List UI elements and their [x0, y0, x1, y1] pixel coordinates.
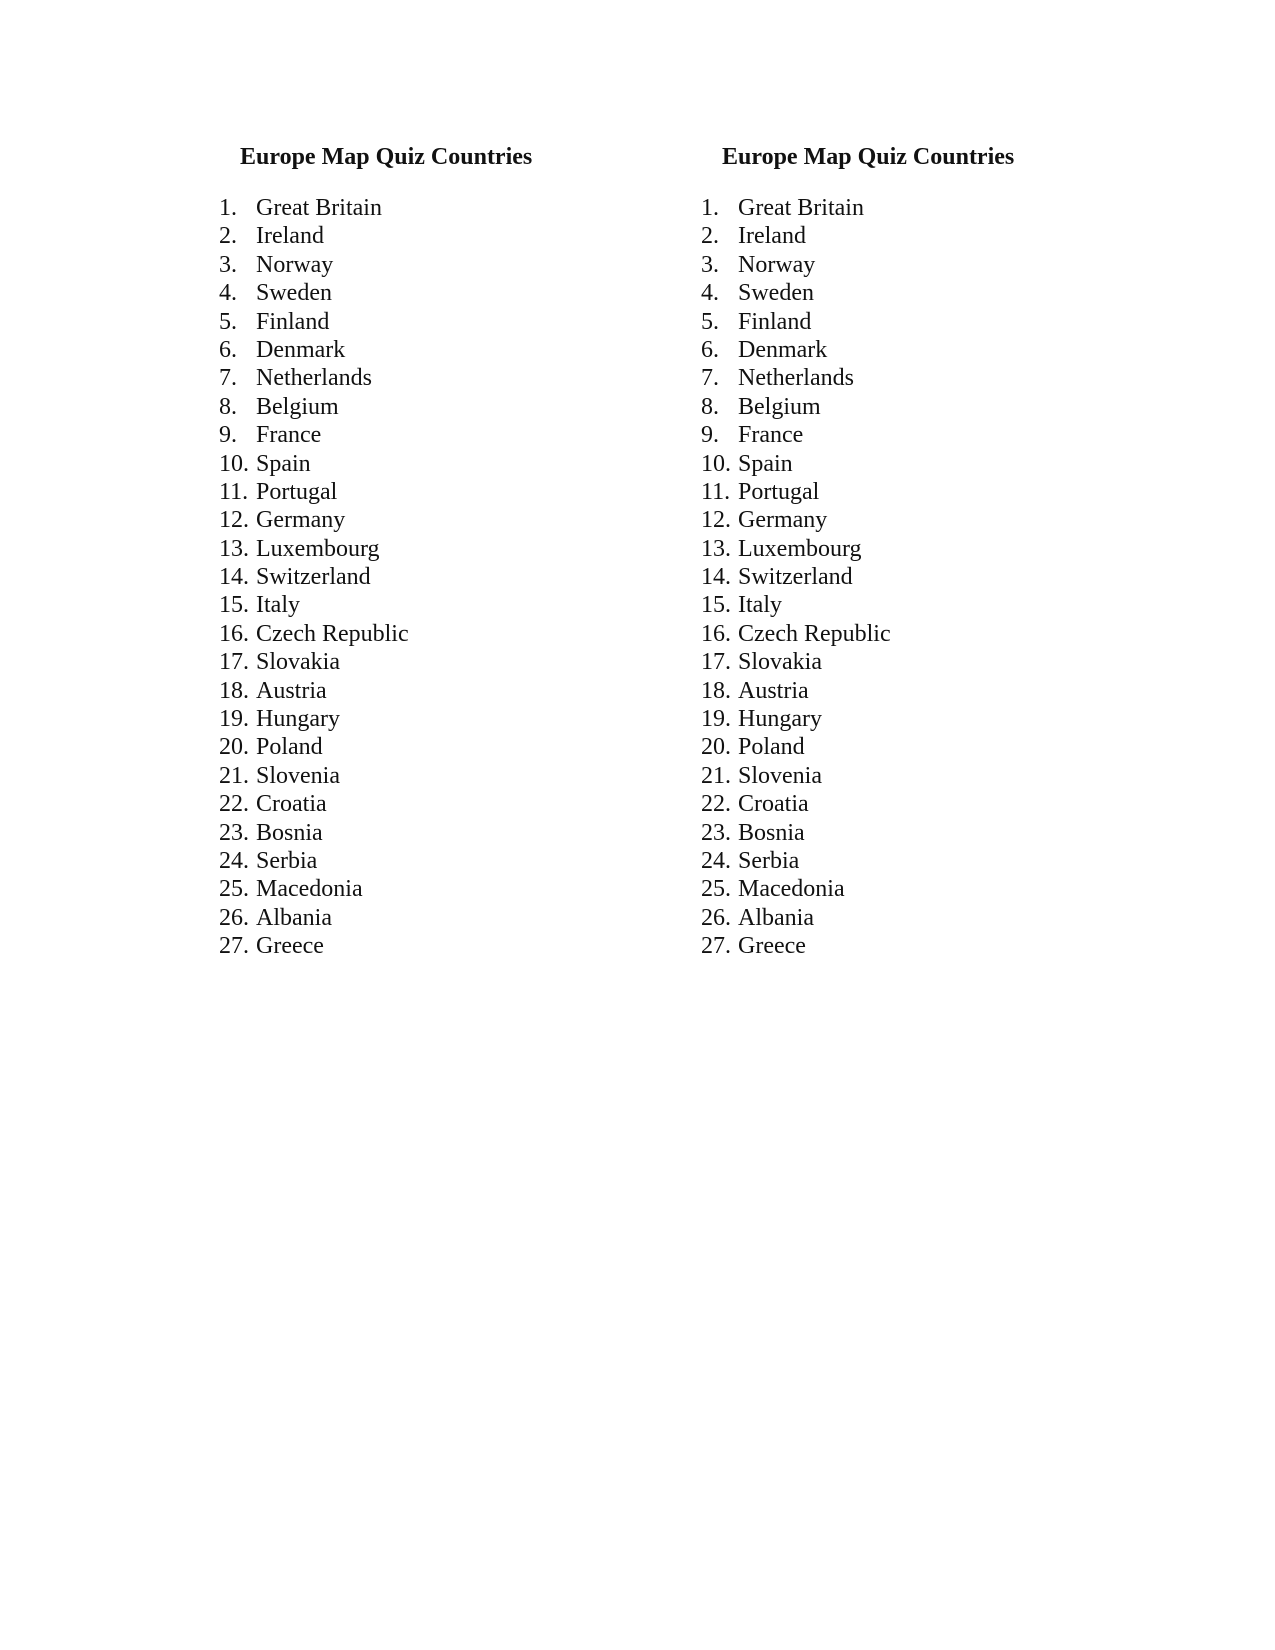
quiz-column-left	[219, 138, 649, 961]
list-item	[219, 705, 649, 733]
country-name: Portugal	[256, 478, 338, 505]
item-number: 16.	[219, 620, 249, 647]
list-item	[701, 222, 1131, 250]
item-number: 7.	[219, 365, 237, 392]
country-name: Ireland	[738, 223, 806, 250]
country-name: Great Britain	[738, 195, 864, 221]
list-item	[701, 904, 1131, 932]
item-number: 14.	[701, 564, 731, 591]
list-item	[219, 222, 649, 250]
item-number: 16.	[701, 620, 731, 647]
item-number: 2.	[219, 223, 237, 250]
list-item	[701, 336, 1131, 364]
item-number: 7.	[701, 365, 719, 392]
list-item	[701, 535, 1131, 563]
country-name: Bosnia	[738, 819, 805, 846]
country-list	[701, 194, 1131, 961]
country-name: Croatia	[256, 791, 327, 818]
item-number: 26.	[701, 904, 731, 931]
country-name: Hungary	[738, 706, 822, 733]
item-number: 4.	[701, 280, 719, 307]
list-item	[219, 790, 649, 818]
country-name: Serbia	[738, 847, 800, 874]
list-item	[219, 279, 649, 307]
country-name: Slovenia	[738, 762, 822, 789]
list-item	[219, 364, 649, 392]
item-number: 19.	[701, 706, 731, 733]
item-number: 12.	[219, 507, 249, 534]
item-number: 1.	[219, 195, 237, 221]
item-number: 15.	[701, 592, 731, 619]
item-number: 17.	[219, 649, 249, 676]
item-number: 9.	[219, 422, 237, 449]
country-name: Finland	[738, 308, 812, 335]
item-number: 27.	[701, 933, 731, 960]
item-number: 11.	[701, 478, 731, 505]
list-item	[219, 819, 649, 847]
item-number: 12.	[701, 507, 731, 534]
item-number: 5.	[701, 308, 719, 335]
list-item	[701, 194, 1131, 222]
item-number: 13.	[701, 535, 731, 562]
item-number: 4.	[219, 280, 237, 307]
list-item	[701, 279, 1131, 307]
country-name: Denmark	[256, 336, 346, 363]
list-item	[701, 563, 1131, 591]
list-item	[219, 506, 649, 534]
item-number: 19.	[219, 706, 249, 733]
list-item	[701, 762, 1131, 790]
country-name: Spain	[738, 450, 793, 477]
country-name: Germany	[738, 507, 828, 534]
item-number: 15.	[219, 592, 249, 619]
country-name: Hungary	[256, 706, 340, 733]
list-item	[701, 705, 1131, 733]
list-item	[701, 847, 1131, 875]
country-name: Belgium	[256, 393, 339, 420]
item-number: 18.	[219, 677, 249, 704]
country-name: Netherlands	[256, 365, 372, 392]
country-name: Macedonia	[738, 876, 845, 903]
list-item	[701, 506, 1131, 534]
list-item	[701, 251, 1131, 279]
list-item	[219, 393, 649, 421]
item-number: 14.	[219, 564, 249, 591]
item-number: 13.	[219, 535, 249, 562]
item-number: 26.	[219, 904, 249, 931]
item-number: 24.	[219, 847, 249, 874]
list-item	[219, 677, 649, 705]
item-number: 17.	[701, 649, 731, 676]
list-item	[701, 393, 1131, 421]
item-number: 21.	[701, 762, 731, 789]
list-item	[701, 790, 1131, 818]
item-number: 5.	[219, 308, 237, 335]
item-number: 22.	[219, 791, 249, 818]
list-item	[701, 478, 1131, 506]
country-name: Albania	[256, 904, 332, 931]
item-number: 23.	[701, 819, 731, 846]
country-name: Slovakia	[256, 649, 340, 676]
list-item	[701, 591, 1131, 619]
item-number: 25.	[701, 876, 731, 903]
country-name: Norway	[256, 251, 334, 278]
country-name: Austria	[256, 677, 327, 704]
list-item	[219, 932, 649, 960]
list-item	[219, 648, 649, 676]
country-name: Sweden	[738, 280, 814, 307]
country-name: Czech Republic	[738, 620, 891, 647]
list-item	[219, 847, 649, 875]
item-number: 8.	[219, 393, 237, 420]
country-name: Greece	[256, 933, 324, 960]
list-item	[219, 591, 649, 619]
item-number: 11.	[219, 478, 249, 505]
item-number: 25.	[219, 876, 249, 903]
country-name: France	[738, 422, 804, 449]
list-item	[219, 450, 649, 478]
item-number: 27.	[219, 933, 249, 960]
country-name: Albania	[738, 904, 814, 931]
country-name: Belgium	[738, 393, 821, 420]
country-name: Finland	[256, 308, 330, 335]
item-number: 6.	[219, 336, 237, 363]
item-number: 22.	[701, 791, 731, 818]
country-name: Norway	[738, 251, 816, 278]
list-item	[219, 421, 649, 449]
country-name: Macedonia	[256, 876, 363, 903]
list-item	[219, 563, 649, 591]
list-item	[701, 875, 1131, 903]
country-name: Italy	[738, 592, 782, 619]
country-name: Switzerland	[738, 564, 853, 591]
item-number: 20.	[701, 734, 731, 761]
item-number: 8.	[701, 393, 719, 420]
country-name: Germany	[256, 507, 346, 534]
list-item	[701, 648, 1131, 676]
list-item	[219, 251, 649, 279]
list-item	[701, 450, 1131, 478]
country-name: Slovenia	[256, 762, 340, 789]
item-number: 6.	[701, 336, 719, 363]
list-item	[219, 875, 649, 903]
list-item	[701, 733, 1131, 761]
item-number: 18.	[701, 677, 731, 704]
country-name: Czech Republic	[256, 620, 409, 647]
item-number: 20.	[219, 734, 249, 761]
list-item	[701, 677, 1131, 705]
list-item	[701, 819, 1131, 847]
country-name: Austria	[738, 677, 809, 704]
item-number: 10.	[701, 450, 731, 477]
list-item	[219, 904, 649, 932]
country-name: France	[256, 422, 322, 449]
item-number: 3.	[701, 251, 719, 278]
item-number: 23.	[219, 819, 249, 846]
item-number: 10.	[219, 450, 249, 477]
country-name: Netherlands	[738, 365, 854, 392]
list-item	[701, 364, 1131, 392]
list-item	[701, 421, 1131, 449]
quiz-column-right	[701, 138, 1131, 961]
country-name: Sweden	[256, 280, 332, 307]
country-name: Ireland	[256, 223, 324, 250]
country-name: Croatia	[738, 791, 809, 818]
country-name: Switzerland	[256, 564, 371, 591]
item-number: 1.	[701, 195, 719, 221]
item-number: 2.	[701, 223, 719, 250]
country-name: Bosnia	[256, 819, 323, 846]
item-number: 9.	[701, 422, 719, 449]
list-item	[219, 478, 649, 506]
country-name: Spain	[256, 450, 311, 477]
country-list	[219, 194, 649, 961]
item-number: 21.	[219, 762, 249, 789]
item-number: 3.	[219, 251, 237, 278]
list-item	[219, 194, 649, 222]
list-item	[219, 620, 649, 648]
country-name: Greece	[738, 933, 806, 960]
list-item	[219, 308, 649, 336]
item-number: 24.	[701, 847, 731, 874]
list-item	[219, 535, 649, 563]
list-item	[701, 308, 1131, 336]
list-item	[701, 620, 1131, 648]
country-name: Poland	[256, 734, 323, 761]
country-name: Luxembourg	[738, 535, 862, 562]
country-name: Italy	[256, 592, 300, 619]
country-name: Portugal	[738, 478, 820, 505]
list-item	[701, 932, 1131, 960]
country-name: Serbia	[256, 847, 318, 874]
country-name: Poland	[738, 734, 805, 761]
list-item	[219, 762, 649, 790]
country-name: Slovakia	[738, 649, 822, 676]
column-title: Europe Map Quiz Countries	[240, 144, 533, 170]
country-name: Luxembourg	[256, 535, 380, 562]
column-title: Europe Map Quiz Countries	[722, 144, 1015, 170]
country-name: Denmark	[738, 336, 828, 363]
list-item	[219, 336, 649, 364]
country-name: Great Britain	[256, 195, 382, 221]
list-item	[219, 733, 649, 761]
